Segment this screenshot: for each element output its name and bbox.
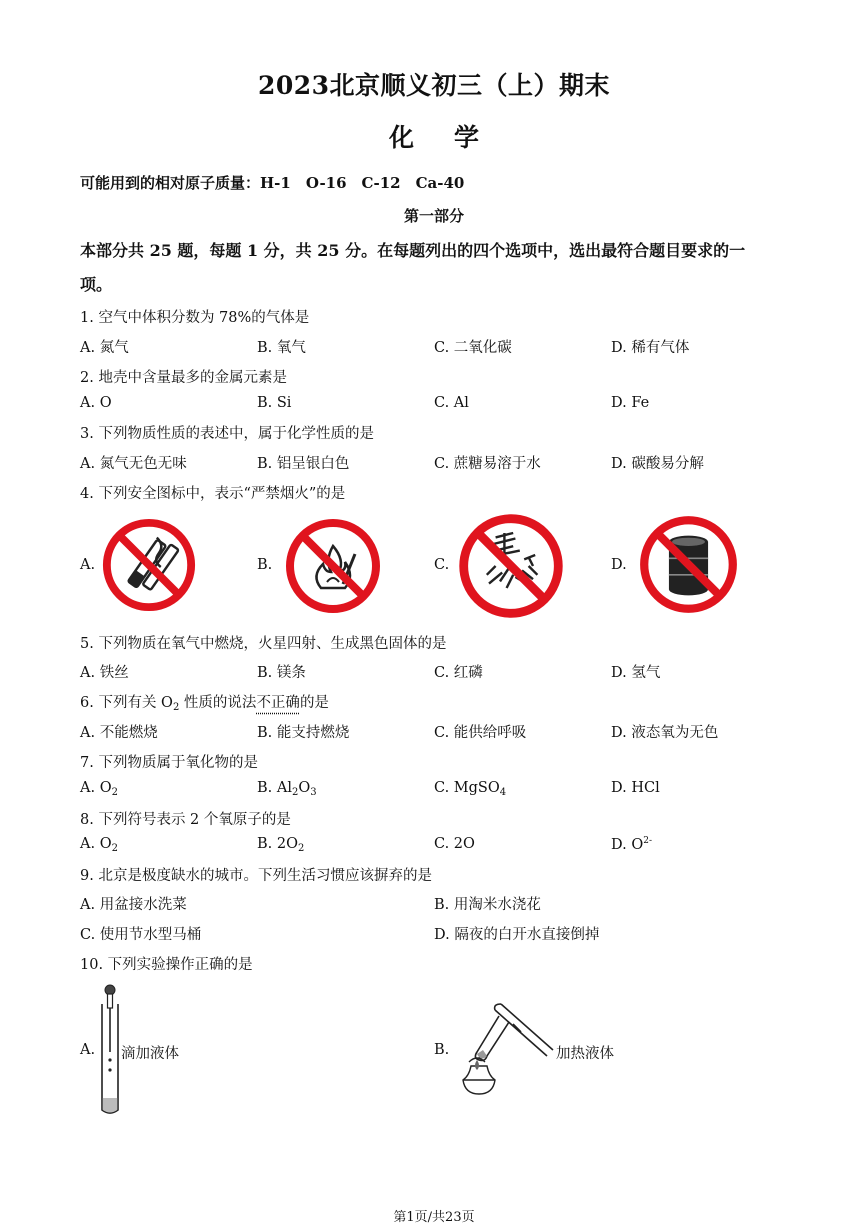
question-2-option-d: D. Fe [611, 395, 650, 411]
question-9-option-d: D. 隔夜的白开水直接倒掉 [434, 927, 600, 943]
question-6-option-d: D. 液态氧为无色 [611, 725, 719, 741]
question-10-option-b-label: 加热液体 [556, 1046, 614, 1062]
question-5-option-a: A. 铁丝 [80, 665, 129, 681]
question-5-stem: 5. 下列物质在氧气中燃烧，火星四射、生成黑色固体的是 [80, 636, 447, 652]
question-1-option-a: A. 氮气 [80, 340, 129, 356]
question-5-option-c: C. 红磷 [434, 665, 483, 681]
no-explosives-sign-icon [637, 513, 740, 616]
question-3-option-c: C. 蔗糖易溶于水 [434, 456, 541, 472]
question-7-option-c: C. MgSO$_4$ [434, 780, 507, 798]
question-4-option-d: D. [611, 557, 627, 573]
question-5-option-b: B. 镁条 [257, 665, 306, 681]
question-9-option-a: A. 用盆接水洗菜 [80, 897, 187, 913]
question-4-option-a: A. [80, 557, 96, 573]
question-2-option-b: B. Si [257, 395, 292, 411]
question-10-option-a-letter: A. [80, 1042, 96, 1058]
question-6-option-b: B. 能支持燃烧 [257, 725, 350, 741]
question-10-option-a-label: 滴加液体 [121, 1046, 179, 1062]
question-9-stem: 9. 北京是极度缺水的城市。下列生活习惯应该摒弃的是 [80, 868, 432, 884]
question-4-stem: 4. 下列安全图标中，表示“严禁烟火”的是 [80, 486, 346, 502]
question-2-stem: 2. 地壳中含量最多的金属元素是 [80, 370, 287, 386]
question-3-option-b: B. 铝呈银白色 [257, 456, 350, 472]
question-7-stem: 7. 下列物质属于氧化物的是 [80, 755, 258, 771]
question-2-option-a: A. O [80, 395, 112, 411]
dropper-test-tube-illustration [96, 982, 124, 1118]
question-9-option-c: C. 使用节水型马桶 [80, 927, 202, 943]
question-6-stem: 6. 下列有关 $O_2$ 性质的说法不正确的是 [80, 695, 329, 713]
question-1-option-d: D. 稀有气体 [611, 340, 690, 356]
question-3-stem: 3. 下列物质性质的表述中，属于化学性质的是 [80, 426, 374, 442]
no-fireworks-sign-icon [456, 511, 566, 621]
question-3-option-a: A. 氮气无色无味 [80, 456, 187, 472]
emphasis-dotted-text: 不正确 [256, 695, 300, 711]
page-footer: 第1页/共23页 [393, 1210, 475, 1225]
page-title: 2023北京顺义初三（上）期末 [257, 71, 611, 100]
question-9-option-b: B. 用淘米水浇花 [434, 897, 541, 913]
question-4-option-b: B. [257, 557, 273, 573]
subject-title: 化学 [388, 123, 519, 152]
question-4-option-c: C. [434, 557, 450, 573]
question-8-option-a: A. $O_2$ [80, 836, 118, 854]
question-7-option-b: B. $Al_2O_3$ [257, 780, 317, 798]
question-1-option-b: B. 氧气 [257, 340, 306, 356]
no-fire-sign-icon [283, 516, 383, 616]
question-5-option-d: D. 氢气 [611, 665, 661, 681]
no-smoking-sign-icon [100, 516, 198, 614]
question-1-stem: 1. 空气中体积分数为 78%的气体是 [80, 310, 310, 326]
question-7-option-d: D. HCl [611, 780, 660, 796]
question-8-option-d: D. $O^{2-}$ [611, 836, 652, 853]
question-6-option-a: A. 不能燃烧 [80, 725, 158, 741]
part-instructions-line1: 本部分共 25 题，每题 1 分，共 25 分。在每题列出的四个选项中，选出最符合题目要求的一 [80, 241, 746, 260]
part-heading: 第一部分 [403, 207, 464, 225]
question-1-option-c: C. 二氧化碳 [434, 340, 512, 356]
question-3-option-d: D. 碳酸易分解 [611, 456, 704, 472]
question-8-option-b: B. $2O_2$ [257, 836, 305, 854]
question-8-option-c: C. 2O [434, 836, 475, 852]
question-2-option-c: C. Al [434, 395, 469, 411]
question-10-option-b-letter: B. [434, 1042, 450, 1058]
atomic-mass-line: 可能用到的相对原子质量：H-1 O-16 C-12 Ca-40 [80, 174, 465, 192]
heating-liquid-illustration [455, 996, 555, 1100]
question-6-option-c: C. 能供给呼吸 [434, 725, 527, 741]
question-7-option-a: A. $O_2$ [80, 780, 118, 798]
part-instructions-line2: 项。 [80, 275, 113, 294]
question-10-stem: 10. 下列实验操作正确的是 [80, 957, 253, 973]
question-8-stem: 8. 下列符号表示 2 个氧原子的是 [80, 812, 291, 828]
